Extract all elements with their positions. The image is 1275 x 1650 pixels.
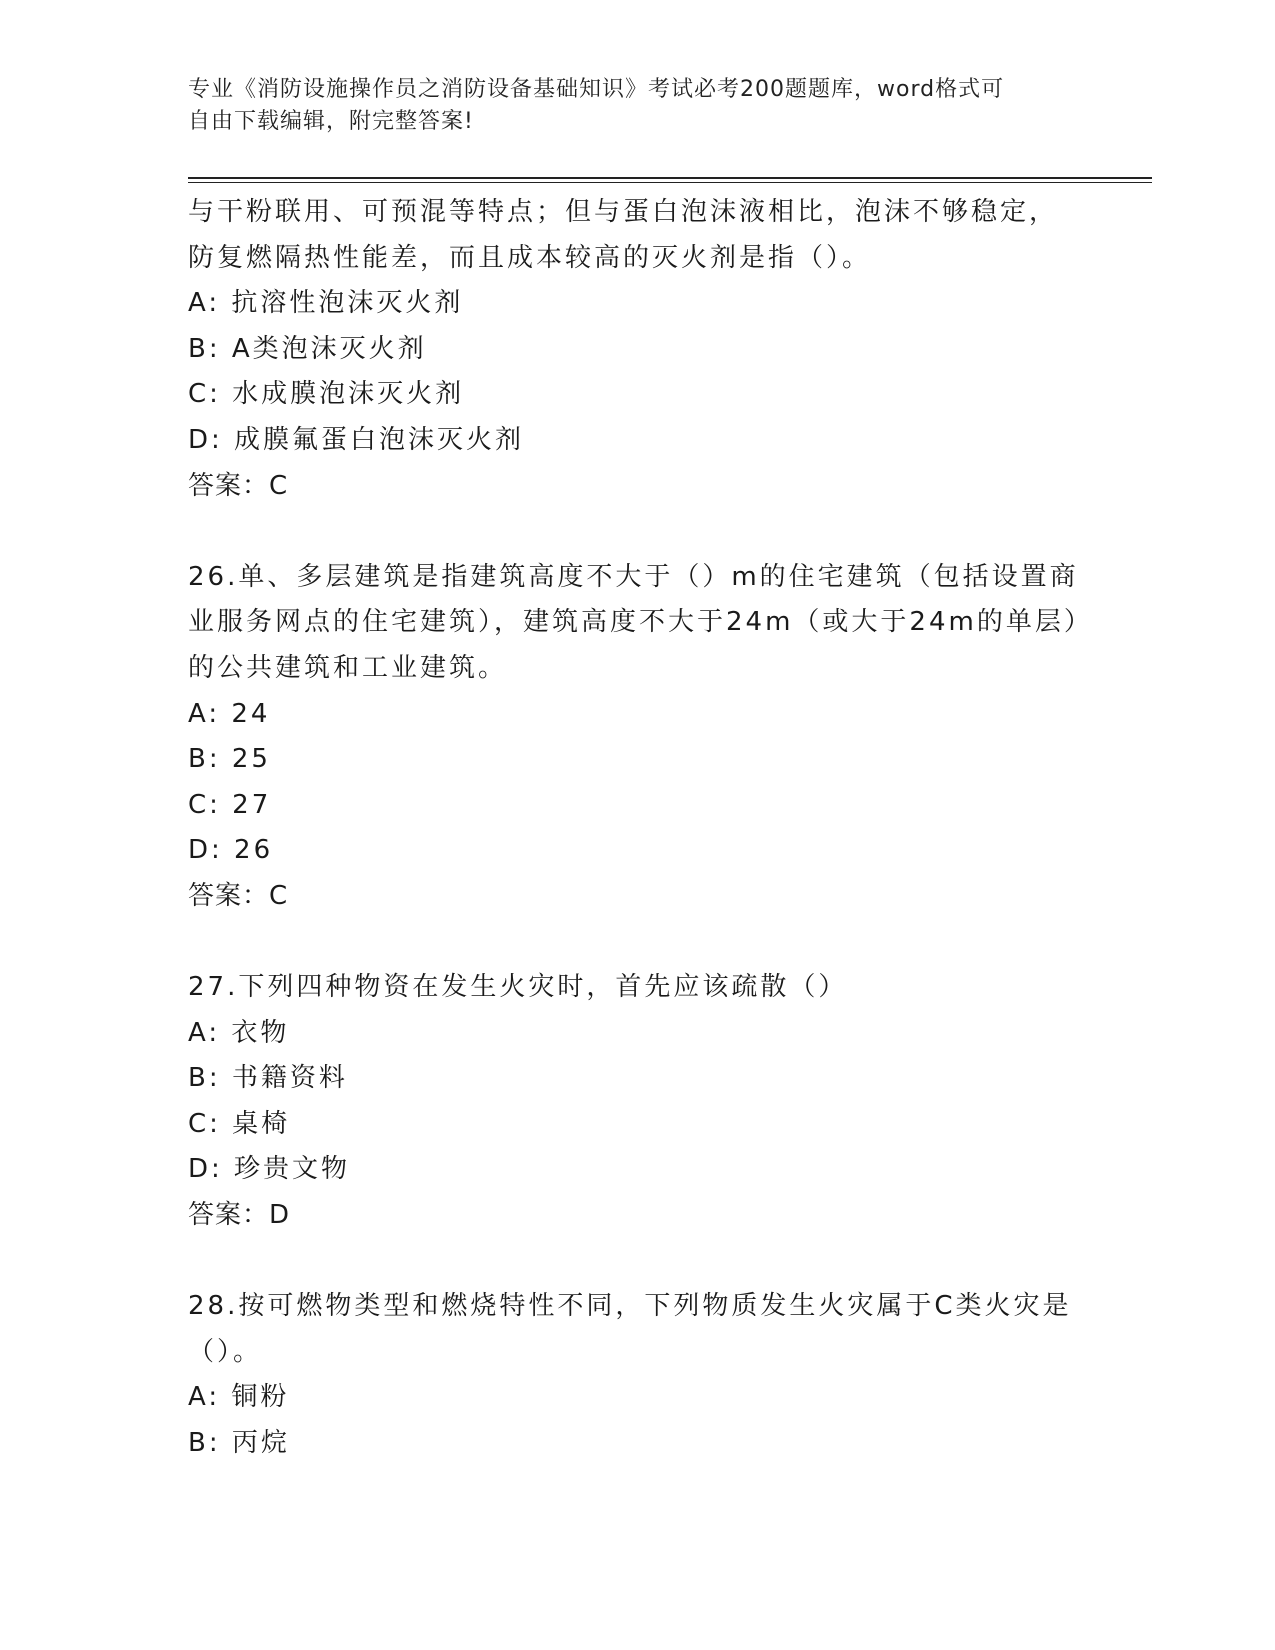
answer-line: 答案：C <box>188 880 289 911</box>
question-stem-line: 26.单、多层建筑是指建筑高度不大于（）m的住宅建筑（包括设置商 <box>188 561 1079 592</box>
question-spacer <box>188 509 1088 555</box>
question-stem-line: 与干粉联用、可预混等特点；但与蛋白泡沫液相比，泡沫不够稳定， <box>188 197 1059 227</box>
option-b: B: 25 <box>188 744 271 775</box>
question-spacer <box>188 1239 1088 1285</box>
question-stem-line: 防复燃隔热性能差，而且成本较高的灭火剂是指（）。 <box>188 242 872 273</box>
option-d: D: 26 <box>188 835 274 866</box>
header-divider-thin <box>188 182 1152 183</box>
option-a: A: 24 <box>188 698 271 729</box>
option-c: C: 桌椅 <box>188 1108 291 1139</box>
option-d: D: 珍贵文物 <box>188 1154 351 1185</box>
question-list <box>188 190 1093 1467</box>
option-b: B: 丙烷 <box>188 1428 290 1459</box>
question-stem-line: 28.按可燃物类型和燃烧特性不同，下列物质发生火灾属于C类火灾是 <box>188 1291 1072 1322</box>
question-27 <box>188 965 1088 1239</box>
header-divider-thick <box>188 177 1152 179</box>
question-stem-line: 27.下列四种物资在发生火灾时，首先应该疏散（） <box>188 972 848 1003</box>
option-a: A: 抗溶性泡沫灭火剂 <box>188 288 464 319</box>
question-25 <box>188 190 1088 509</box>
question-stem-line: （）。 <box>188 1336 263 1367</box>
header-title-line-1: 专业《消防设施操作员之消防设备基础知识》考试必考200题题库，word格式可 <box>188 77 1005 102</box>
answer-line: 答案：D <box>188 1200 291 1231</box>
question-28 <box>188 1284 1088 1466</box>
option-a: A: 铜粉 <box>188 1382 290 1413</box>
answer-line: 答案：C <box>188 470 289 501</box>
question-stem-line: 的公共建筑和工业建筑。 <box>188 652 508 683</box>
question-spacer <box>188 920 1088 966</box>
option-c: C: 27 <box>188 789 272 820</box>
option-d: D: 成膜氟蛋白泡沫灭火剂 <box>188 424 525 455</box>
question-26 <box>188 555 1093 920</box>
question-stem-line: 业服务网点的住宅建筑），建筑高度不大于24m（或大于24m的单层） <box>188 607 1093 638</box>
option-b: B: A类泡沫灭火剂 <box>188 333 427 364</box>
option-b: B: 书籍资料 <box>188 1063 348 1094</box>
option-c: C: 水成膜泡沫灭火剂 <box>188 379 465 410</box>
header-title-line-2: 自由下载编辑，附完整答案! <box>188 109 474 134</box>
document-header <box>188 74 1068 138</box>
option-a: A: 衣物 <box>188 1017 290 1048</box>
